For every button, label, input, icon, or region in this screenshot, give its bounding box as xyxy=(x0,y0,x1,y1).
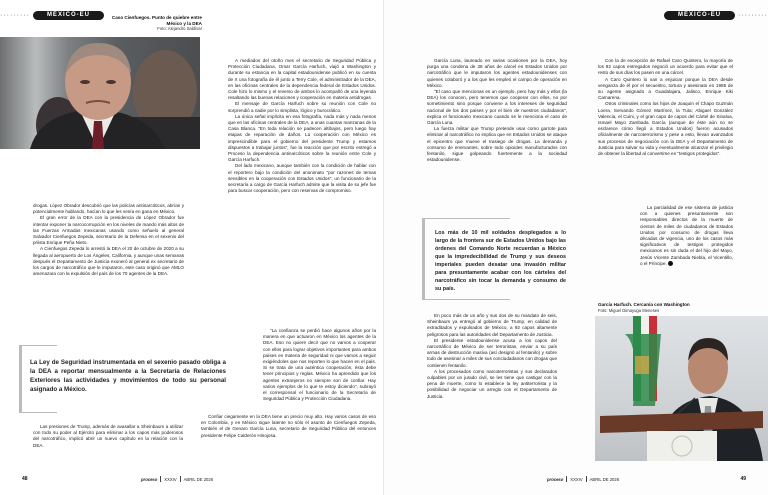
caption-credit: Foto: Miguel Dimayuga Meneses xyxy=(598,307,660,313)
magazine-name: proceso xyxy=(547,476,564,482)
paragraph-text: La parcialidad de ese sistema de justicia con a quienes presuntamente son responsables directos de la muerte de cientos de miles de ciudadanos de Estados Unidos por consumo de drogas lleva décadas de vigencia, uno de los casos más significativos de testigos protegidos mexicanos es sin duda el del hijo del Mayo, Jesús Vicente Zambada Niebla, el Vicentillo, o el Príncipe. xyxy=(640,205,733,266)
paragraph xyxy=(640,205,733,267)
article-column-4 xyxy=(598,58,733,210)
section-tag-left xyxy=(0,11,104,20)
portrait-illustration xyxy=(0,37,200,149)
article-column-2-bottom xyxy=(201,414,376,464)
paragraph: "El caso que mencionas es un ejemplo, pero hay más y ellos (la DEA) los conocen, pero tenemos que cooperar con ellos, no por sometimiento sino porque conviene a los intereses de seguridad nacional de los dos países y por el bien de nuestros ciudadanos", explica el funcionario mexicano cuando se le menciona el caso de García Luna. xyxy=(427,89,567,126)
paragraph: Confiar ciegamente en la DEA tiene un precio muy alto. Hay varios casos de eso en Colombia, y en México sigue latente no sólo el asunto de Cienfuegos Zepeda, también el de Genaro García Luna, secretario de Seguridad Pública del entonces presidente Felipe Calderón Hinojosa. xyxy=(201,414,376,438)
footer-left xyxy=(141,476,213,482)
article-column-3-bottom xyxy=(427,313,557,463)
paragraph: A los procesados como narcoterroristas y sus declarados culpables por un jurado civil, se les tiene que castigar con la pena de muerte, como lo establece la ley antiterrorista y la posibilidad de negociar un arreglo con el Departamento de Justicia. xyxy=(427,368,557,399)
paragraph: A mediados del otoño mes el secretario de Seguridad Pública y Protección Ciudadana, Omar García Harfuch, viajó a Washington y durante su estancia en la capital estadounidense publicó en su cuenta de X una fotografía de él junto a Terry Cole, el administrador de la DEA, en las oficinas centrales de la dependencia federal de Estados Unidos. Cole hizo lo mismo y el reverso de ambos lo acompañó de una leyenda resaltando las buenas relaciones y cooperación en materia antidrogas. xyxy=(228,58,376,101)
caption-title: García Harfuch. Cercanía con Washington xyxy=(598,302,690,307)
page-number-right: 49 xyxy=(740,476,746,482)
paragraph: El mensaje de García Harfuch sobre su reunión con Cole no sorprendió a nadie por lo simplista, lógico y burocrático. xyxy=(228,101,376,113)
issue-number: XXXIV xyxy=(570,476,583,482)
article-column-1-bottom xyxy=(33,424,183,449)
divider xyxy=(180,476,181,482)
paragraph: García Luna, laureado en varias ocasiones por la DEA, hoy purga una condena de 38 años de cárcel en Estados Unidos por narcotráfico que le imputaron los agentes estadounidenses con quienes colaboró y a los que les empleó el campo de operación en México. xyxy=(427,58,567,88)
paragraph: Otros criminales como los hijos de Joaquín el Chapo Guzmán Loera, Servando Gómez Martínez, la Tuta; Abigael González Valencia, el Cuini, y el gran capo de capos del Cártel de Sinaloa, Ismael Mayo Zambada García (aunque de éste aún no se esclarece cómo llegó a Estados Unidos) fueron acusados oficialmente de narcoterrorismo y pese a esto, llevan avanzados sus procesos de negociación con la DEA y el Departamento de Justicia para salvar su vida y eventualmente alcanzar el privilegio de obtener la libertad al convertirse en "testigos protegidos". xyxy=(598,101,733,157)
footer-right xyxy=(547,476,619,482)
photo-garcia-harfuch xyxy=(595,316,768,461)
paragraph: El presidente estadounidense acusa a los capos del narcotráfico de México de ser terroristas, enviar a su país armas de destrucción masiva (así designó al fentanilo) y sobre todo de asesinar a miles de sus conciudadanos con drogas que contienen fentanilo. xyxy=(427,337,557,368)
divider xyxy=(160,476,161,482)
paragraph: A Caro Quintero lo van a enjuiciar porque la DEA desde venganza de él por el secuestro, tortura y asesinato en 1985 de su agente asignado a Guadalajara, Jalisco, Enrique Kiki Camarena. xyxy=(598,76,733,101)
magazine-name: proceso xyxy=(141,476,158,482)
end-of-article-icon xyxy=(668,261,673,266)
paragraph: A Cienfuegos Zepeda lo arrestó la DEA el 20 de octubre de 2020 a su llegada al aeropuerto de Los Ángeles, California, y aunque unas semanas después el Departamento de Justicia exoneró al general ex secretario de los cargos de narcotráfico que le imputaron, este caso originó que AMLO amenazara con la expulsión del país de los 70 agentes de la DEA. xyxy=(33,246,184,277)
paragraph: Las presiones de Trump, además de avasallar a Sheinbaum a utilizar con todo su poder al Ejército para eliminar a los capos más poderosos del narcotráfico, implicó abrir un nuevo capítulo en la relación con la DEA. xyxy=(33,424,183,448)
paragraph: drogas. López Obrador descubrió que las policías antinarcóticos, abrían y potencialmente hablando, hacían lo que les venía en gana en México. xyxy=(33,203,184,215)
section-tag-right xyxy=(664,11,768,20)
article-column-4-bottom xyxy=(640,205,733,291)
paragraph: "La confianza se perdió hace algunos años por la manera en que actuaron en México los agentes de la DEA. Eso no quiere decir que no vamos a cooperar con ellos para lograr objetivos importantes para ambos países en materia de seguridad ni que vamos a seguir exigiéndoles que nos reporten lo que hacen en el país. Si se trata de una auténtica cooperación, ésta debe tener principios y reglas. México ha aprendido que los agentes extranjeros no siempre son de confiar. Hay varios ejemplos de lo que te estoy diciendo", subrayó el corresponsal el funcionario de la Secretaría de Seguridad Pública y Protección Ciudadana. xyxy=(263,328,376,402)
photo-cienfuegos xyxy=(0,37,200,149)
paragraph: El gran error de la DEA con la presidencia de López Obrador fue intentar exponer la narcocorrupción en los niveles de mando más altos de las Fuerzas Armadas mexicanas usando como señuelo al general Salvador Cienfuegos Zepeda, secretario de la Defensa en el sexenio del priista Enrique Peña Nieto. xyxy=(33,215,184,246)
article-column-2-cont xyxy=(263,328,376,414)
paragraph: En poco más de un año y sus dos de su mandato de seis, Sheinbaum ya entregó al gobierno de Trump, en calidad de extraditados y expulsados de México, a 92 capos altamente peligrosos para las autoridades del Departamento de Justicia. xyxy=(427,313,557,337)
section-label: MÉXICO-EU xyxy=(664,11,735,20)
photo-caption-right xyxy=(598,302,748,313)
article-column-3 xyxy=(427,58,567,198)
paragraph: Con la de excepción de Rafael Caro Quintero, la mayoría de los 92 capos entregados negoció un acuerdo para evitar que el resto de sus días los pasen en una cárcel. xyxy=(598,58,733,76)
photo-caption-left xyxy=(110,15,202,32)
podium-illustration xyxy=(595,316,768,461)
pull-quote-left: La Ley de Seguridad instrumentada en el sexenio pasado obliga a la DEA a reportar mensualmente a la Secretaría de Relaciones Exteriores las actividades y movimientos de todo su personal asignado a México. xyxy=(30,359,226,393)
divider xyxy=(566,476,567,482)
dotted-rule: ········· xyxy=(0,12,33,19)
article-column-2 xyxy=(228,58,376,328)
article-column-1 xyxy=(33,203,184,277)
caption-credit: Foto: Alejandro Saldívar xyxy=(157,26,202,32)
issue-date: ABRIL DE 2026 xyxy=(183,476,214,482)
page-number-left: 48 xyxy=(22,476,28,482)
section-label: MÉXICO-EU xyxy=(33,11,104,20)
divider xyxy=(586,476,587,482)
dotted-rule: ········· xyxy=(735,12,768,19)
issue-date: ABRIL DE 2026 xyxy=(589,476,620,482)
issue-number: XXXIV xyxy=(164,476,177,482)
pull-quote-right: Los más de 10 mil soldados desplegados a lo largo de la frontera sur de Estados Unidos bajo las órdenes del Comando Norte recuerdan a México que la impredecibilidad de Trump y sus deseos imperiales pueden desatar una invasión militar para presuntamente acabar con los cárteles del narcotráfico sin tocar la demanda y consumo de su país. xyxy=(435,230,566,292)
caption-title: Caso Cienfuegos. Punto de quiebre entre México y la DEA xyxy=(111,15,202,26)
paragraph: La única señal implícita en esa fotografía, nada más y nada menos que en las oficinas centrales de la DEA, a unas cuantas manzanas de la Casa Blanca. "En toda relación se padecen altibajos, pero luego hay etapas de reparación de daños. La cooperación con México es imprescindible para el gobierno del presidente Trump y estamos dispuestos a trabajar juntos", fue la reacción que por escrito entregó a Proceso la dependencia antinarcóticos sobre la reunión entre Cole y García Harfuch. xyxy=(228,113,376,163)
paragraph: La fuerza militar que Trump pretende usar como garrote para eliminar al narcotráfico no implica que en Estados Unidos se ataque el epicentro que mueve el trasiego de drogas. La demanda y consumo de enervantes, sobre todo opioides manufacturados con fentanilo, sigue golpeando fuertemente a la sociedad estadounidense. xyxy=(427,126,567,163)
paragraph: Del lado mexicano, aunque también con la condición de hablar con el reportero bajo la condición del anonimato "por razones de temas sensibles en la cooperación con Estados Unidos", un funcionario de la secretaría a cargo de García Harfuch admite que la visita de su jefe fue para buscar cooperación, pero con reservas de compromiso. xyxy=(228,163,376,194)
